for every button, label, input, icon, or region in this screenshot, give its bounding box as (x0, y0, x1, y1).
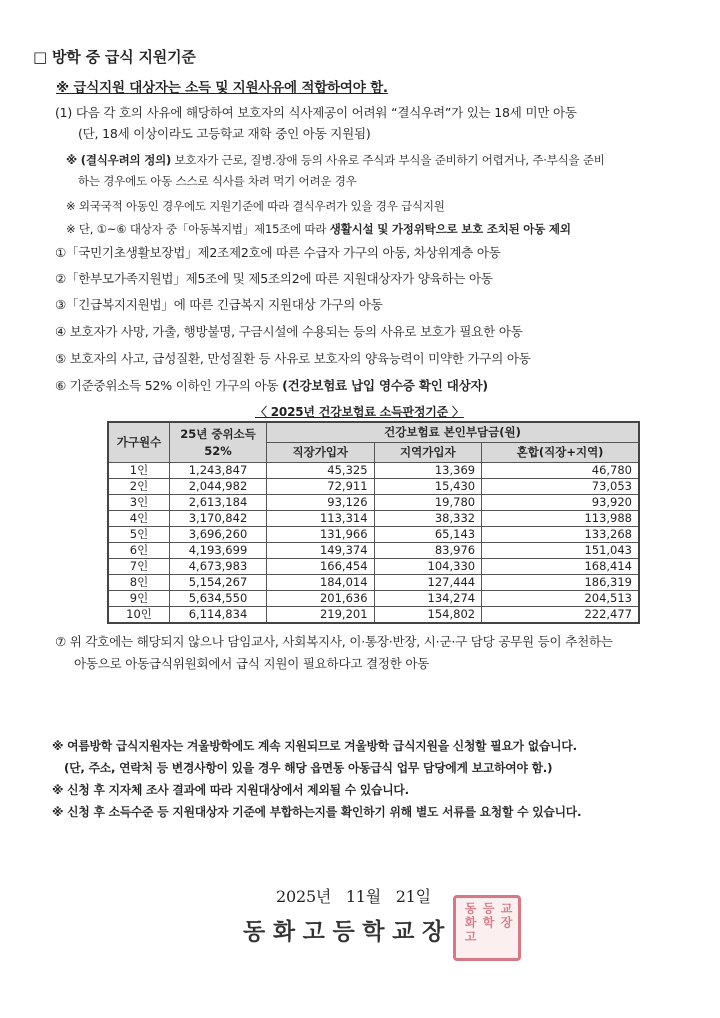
definition-note (66, 152, 605, 168)
clause-1-line-1: (1) 다음 각 호의 사유에 해당하여 보호자의 식사제공이 어려워 “결식우려”가 있는 18세 미만 아동 (55, 105, 577, 120)
seal-glyphs: 교장 (499, 902, 513, 930)
cell-mixed: 113,988 (482, 511, 639, 527)
cell-regional: 13,369 (374, 463, 482, 479)
cell-mixed: 204,513 (482, 591, 639, 607)
item-7-line-1: ⑦ 위 각호에는 해당되지 않으나 담임교사, 사회복지사, 이·통장·반장, 시·군·구 담당 공무원 등이 추천하는 (55, 634, 613, 649)
table-row (108, 495, 639, 511)
cell-employee: 149,374 (267, 543, 375, 559)
cell-regional: 15,430 (374, 479, 482, 495)
bottom-note: ※ 여름방학 급식지원자는 겨울방학에도 계속 지원되므로 겨울방학 급식지원을 신청할 필요가 없습니다. (52, 739, 577, 753)
cell-income: 4,193,699 (170, 543, 267, 559)
table-row (108, 479, 639, 495)
definition-line-2: 하는 경우에도 아동 스스로 식사를 차려 먹기 어려운 경우 (78, 174, 357, 188)
item-7-line-2: 아동으로 아동급식위원회에서 급식 지원이 필요하다고 결정한 아동 (74, 656, 430, 671)
income-criteria-table (107, 421, 640, 624)
table-row (108, 527, 639, 543)
cell-mixed: 168,414 (482, 559, 639, 575)
list-item: ④ 보호자가 사망, 가출, 행방불명, 구금시설에 수용되는 등의 사유로 보호가 필요한 아동 (55, 324, 523, 339)
bottom-note: (단, 주소, 연락처 등 변경사항이 있을 경우 해당 읍면동 아동급식 업무 담당에게 보고하여야 함.) (64, 761, 553, 775)
list-item-6 (55, 376, 488, 394)
exclusion-bold: 생활시설 및 가정위탁으로 보호 조치된 아동 제외 (329, 222, 571, 236)
cell-members: 5인 (108, 527, 170, 543)
bottom-note: ※ 신청 후 지자체 조사 결과에 따라 지원대상에서 제외될 수 있습니다. (52, 783, 409, 797)
cell-mixed: 186,319 (482, 575, 639, 591)
cell-members: 6인 (108, 543, 170, 559)
cell-mixed: 222,477 (482, 607, 639, 624)
cell-employee: 166,454 (267, 559, 375, 575)
cell-employee: 113,314 (267, 511, 375, 527)
cell-employee: 184,014 (267, 575, 375, 591)
cell-regional: 19,780 (374, 495, 482, 511)
definition-text: 보호자가 근로, 질병.장애 등의 사유로 주식과 부식을 준비하기 어렵거나, 주·부식을 준비 (171, 153, 605, 167)
list-item: ②「한부모가족지원법」제5조에 및 제5조의2에 따른 지원대상자가 양육하는 아동 (55, 271, 493, 286)
list-item: ①「국민기초생활보장법」제2조제2호에 따른 수급자 가구의 아동, 차상위계층 아동 (55, 245, 501, 260)
exclusion-note (66, 221, 571, 237)
section-heading: □ 방학 중 급식 지원기준 (33, 48, 196, 66)
cell-members: 2인 (108, 479, 170, 495)
cell-regional: 154,802 (374, 607, 482, 624)
cell-regional: 127,444 (374, 575, 482, 591)
item-6-text: ⑥ 기준중위소득 52% 이하인 가구의 아동 (55, 378, 283, 393)
cell-income: 3,170,842 (170, 511, 267, 527)
cell-regional: 38,332 (374, 511, 482, 527)
header-regional: 지역가입자 (374, 443, 482, 463)
table-row (108, 575, 639, 591)
header-income: 25년 중위소득 52% (170, 422, 267, 463)
cell-mixed: 46,780 (482, 463, 639, 479)
cell-members: 1인 (108, 463, 170, 479)
cell-income: 6,114,834 (170, 607, 267, 624)
cell-mixed: 93,920 (482, 495, 639, 511)
cell-employee: 219,201 (267, 607, 375, 624)
cell-income: 4,673,983 (170, 559, 267, 575)
table-title: 〈 2025년 건강보험료 소득판정기준 〉 (255, 405, 464, 419)
header-mixed: 혼합(직장+지역) (482, 443, 639, 463)
definition-label: ※ (결식우려의 정의) (66, 153, 172, 167)
exclusion-prefix: ※ 단, ①~⑥ 대상자 중「아동복지법」제15조에 따라 (66, 222, 330, 236)
cell-members: 7인 (108, 559, 170, 575)
header-employee: 직장가입자 (267, 443, 375, 463)
cell-members: 4인 (108, 511, 170, 527)
cell-regional: 134,274 (374, 591, 482, 607)
cell-members: 3인 (108, 495, 170, 511)
cell-income: 3,696,260 (170, 527, 267, 543)
issue-date: 2025년 11월 21일 (276, 887, 431, 906)
cell-regional: 104,330 (374, 559, 482, 575)
list-item: ⑤ 보호자의 사고, 급성질환, 만성질환 등 사유로 보호자의 양육능력이 미약한 가구의 아동 (55, 351, 531, 366)
cell-mixed: 151,043 (482, 543, 639, 559)
foreign-note: ※ 외국국적 아동인 경우에도 지원기준에 따라 결식우려가 있을 경우 급식지원 (66, 199, 445, 213)
cell-income: 2,044,982 (170, 479, 267, 495)
cell-income: 5,634,550 (170, 591, 267, 607)
seal-glyphs: 동화고 (463, 902, 477, 944)
cell-mixed: 73,053 (482, 479, 639, 495)
item-6-bold: (건강보험료 납입 영수증 확인 대상자) (282, 378, 488, 393)
table-row (108, 463, 639, 479)
seal-glyphs: 등학 (481, 902, 495, 930)
cell-members: 10인 (108, 607, 170, 624)
header-premium: 건강보험료 본인부담금(원) (267, 422, 640, 443)
table-row (108, 591, 639, 607)
eligibility-notice: ※ 급식지원 대상자는 소득 및 지원사유에 적합하여야 함. (56, 80, 388, 96)
cell-employee: 72,911 (267, 479, 375, 495)
cell-employee: 131,966 (267, 527, 375, 543)
cell-employee: 201,636 (267, 591, 375, 607)
table-row (108, 607, 639, 624)
table-row (108, 511, 639, 527)
table-row (108, 543, 639, 559)
header-members: 가구원수 (108, 422, 170, 463)
official-seal (453, 895, 521, 961)
clause-1-line-2: (단, 18세 이상이라도 고등학교 재학 중인 아동 지원됨) (78, 126, 371, 141)
cell-income: 1,243,847 (170, 463, 267, 479)
cell-members: 9인 (108, 591, 170, 607)
issuer-name: 동 화 고 등 학 교 장 (243, 919, 444, 945)
cell-income: 5,154,267 (170, 575, 267, 591)
bottom-note: ※ 신청 후 소득수준 등 지원대상자 기준에 부합하는지를 확인하기 위해 별도 서류를 요청할 수 있습니다. (52, 805, 582, 819)
cell-income: 2,613,184 (170, 495, 267, 511)
table-row (108, 559, 639, 575)
cell-employee: 45,325 (267, 463, 375, 479)
cell-regional: 83,976 (374, 543, 482, 559)
list-item: ③「긴급복지지원법」에 따른 긴급복지 지원대상 가구의 아동 (55, 297, 383, 312)
cell-mixed: 133,268 (482, 527, 639, 543)
cell-members: 8인 (108, 575, 170, 591)
cell-employee: 93,126 (267, 495, 375, 511)
cell-regional: 65,143 (374, 527, 482, 543)
